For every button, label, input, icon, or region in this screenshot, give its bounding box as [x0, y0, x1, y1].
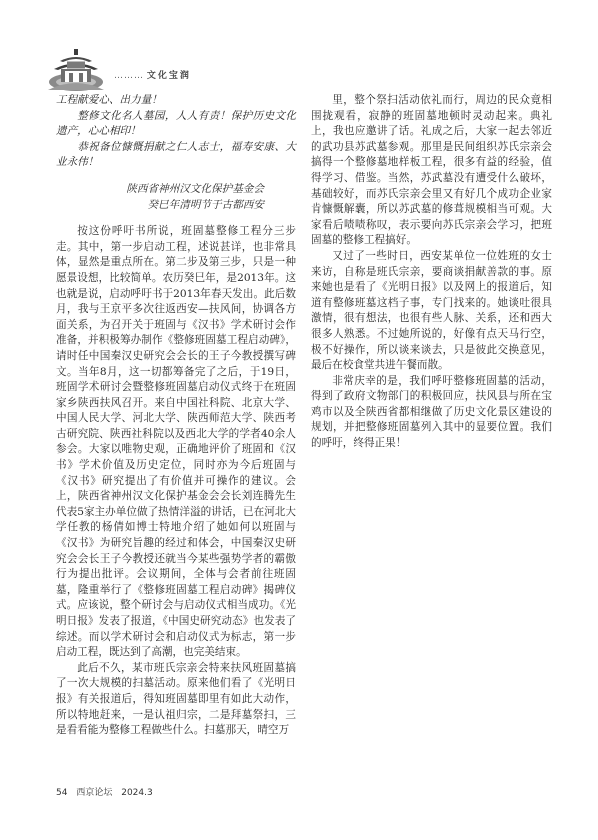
signature-date: 癸巳年清明节于古都西安	[147, 198, 264, 211]
body-paragraph: 又过了一些时日，西安某单位一位姓班的女士来访，自称是班氏宗亲，要商谈捐献善款的事。原来她也是看了《光明日报》以及网上的报道后，知道有整修班墓这档子事，专门找来的。她谈吐很具激情，很有想法，也很有些人脉、关系，还和西大很多人熟悉。不过她所说的，好像有点天马行空，极不好操作，所以谈来谈去，只是彼此交换意见，最后在校食堂共进午餐而散。	[311, 249, 552, 372]
journal-name: 西京论坛	[76, 788, 113, 798]
page-header	[48, 46, 288, 92]
right-column	[311, 93, 552, 452]
page-footer	[56, 785, 159, 798]
letter-line: 恭祝备位慷慨捐献之仁人志士，福寿安康、大业永伟！	[56, 140, 296, 169]
pagoda-seal-icon	[48, 46, 104, 92]
letter-line: 工程献爱心、出力量！	[56, 94, 162, 106]
body-paragraph: 按这份呼吁书所说，班固墓整修工程分三步走。其中，第一步启动工程，述说甚详，也非常具体，显然是重点所在。第二步及第三步，只是一种愿景设想，比较简单。农历癸巳年，是2013年。这也就是说，启动呼吁书于2013年春天发出。此后数月，我与王京平多次往返西安—扶风间，协调各方面关系，为召开关于班固与《汉书》学术研讨会作准备，并积极筹办制作《整修班固墓工程启动碑》，请时任中国秦汉史研究会会长的王子今教授撰写碑文。当年8月，这一切都筹备完了之后，于19日，班固学术研讨会暨整修班固墓启动仪式终于在班固家乡陕西扶风召开。来自中国社科院、北京大学、中国人民大学、河北大学、陕西师范大学、陕西考古研究院、陕西社科院以及西北大学的学者40余人参会。大家以唯物史观，正确地评价了班固和《汉书》学术价值及历史定位，同时亦为今后班固与《汉书》研究提出了有价值并可操作的建议。会上，陕西省神州汉文化保护基金会会长刘连腾先生代表5家主办单位做了热情洋溢的讲话，已在河北大学任教的杨倩如博士特地介绍了她如何以班固与《汉书》为研究旨趣的经过和体会，中国秦汉史研究会会长王子今教授还就当今某些强势学者的霸傲行为提出批评。会议期间，全体与会者前往班固墓，隆重举行了《整修班固墓工程启动碑》揭碑仪式。应该说，整个研讨会与启动仪式相当成功。《光明日报》发表了报道，《中国史研究动态》也发表了综述。而以学术研讨会和启动仪式为标志，第一步启动工程，既达到了高潮，也完美结束。	[56, 225, 296, 659]
issue-number: 2024.3	[121, 788, 153, 798]
body-paragraph: 里，整个祭扫活动依礼而行，周边的民众竟相围拢观看，寂静的班固墓地顿时灵动起来。典礼上，我也应邀讲了话。礼成之后，大家一起去邻近的武功县苏武墓参观。那里是民间组织苏氏宗亲会搞得一个整修墓地样板工程，很多有益的经验，值得学习、借鉴。当然，苏武墓没有遭受什么破坏，基础较好，而苏氏宗亲会里又有好几个成功企业家肯慷慨解囊，所以苏武墓的修葺规模相当可观。大家看后啧啧称叹，表示要向苏氏宗亲会学习，把班固墓的整修工程搞好。	[311, 94, 552, 247]
letter-line: 整修文化名人墓园，人人有责！保护历史文化遗产，心心相印！	[56, 109, 296, 138]
body-paragraph: 此后不久，某市班氏宗亲会特来扶风班固墓搞了一次大规模的扫墓活动。原来他们看了《光明日报》有关报道后，得知班固墓即里有如此大动作，所以特地赶来，一是认祖归宗，二是拜墓祭扫，三是看看能为整修工程做些什么。扫墓那天，晴空万	[56, 661, 296, 737]
page-number: 54	[56, 788, 68, 798]
body-paragraph: 非常庆幸的是，我们呼吁整修班固墓的活动，得到了政府文物部门的积极回应，扶风县与所在宝鸡市以及全陕西省都相继做了历史文化景区建设的规划，并把整修班固墓列入其中的显要位置。我们的呼吁，终得正果！	[311, 374, 552, 450]
section-label: ……… 文化宝润	[114, 71, 191, 81]
left-column	[56, 93, 296, 739]
signature-organization: 陕西省神州汉文化保护基金会	[126, 182, 264, 195]
